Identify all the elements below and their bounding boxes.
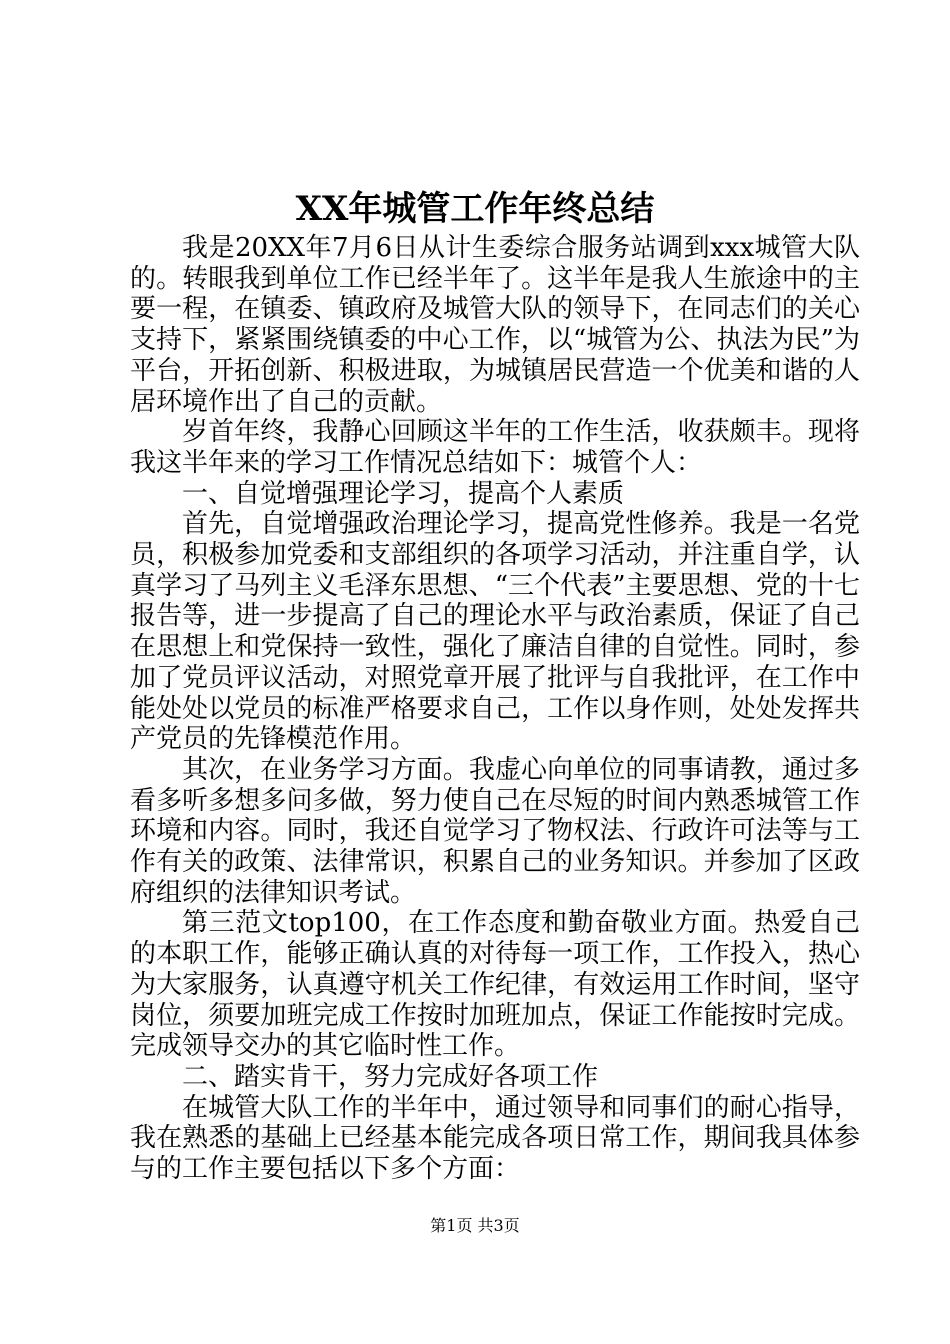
section-heading: 二、踏实肯干，努力完成好各项工作 <box>182 1061 599 1092</box>
paragraph: 岁首年终，我静心回顾这半年的工作生活，收获颇丰。现将我这半年来的学习工作情况总结如下：城管个人： <box>130 417 860 478</box>
paragraph: 其次，在业务学习方面。我虚心向单位的同事请教，通过多看多听多想多问多做，努力使自己在尽短的时间内熟悉城管工作环境和内容。同时，我还自觉学习了物权法、行政许可法等与工作有关的政策、法律常识，积累自己的业务知识。并参加了区政府组织的法律知识考试。 <box>130 754 860 908</box>
section-heading: 一、自觉增强理论学习，提高个人素质 <box>182 478 625 509</box>
paragraph: 我是20XX年7月6日从计生委综合服务站调到xxx城管大队的。转眼我到单位工作已经半年了。这半年是我人生旅途中的主要一程，在镇委、镇政府及城管大队的领导下，在同志们的关心支持下，紧紧围绕镇委的中心工作，以“城管为公、执法为民”为平台，开拓创新、积极进取，为城镇居民营造一个优美和谐的人居环境作出了自己的贡献。 <box>130 233 860 417</box>
paragraph: 首先，自觉增强政治理论学习，提高党性修养。我是一名党员，积极参加党委和支部组织的各项学习活动，并注重自学，认真学习了马列主义毛泽东思想、“三个代表”主要思想、党的十七报告等，进一步提高了自己的理论水平与政治素质，保证了自己在思想上和党保持一致性，强化了廉洁自律的自觉性。同时，参加了党员评议活动，对照党章开展了批评与自我批评，在工作中能处处以党员的标准严格要求自己，工作以身作则，处处发挥共产党员的先锋模范作用。 <box>130 509 860 755</box>
paragraph: 在城管大队工作的半年中，通过领导和同事们的耐心指导，我在熟悉的基础上已经基本能完成各项日常工作，期间我具体参与的工作主要包括以下多个方面： <box>130 1092 860 1185</box>
document-title: XX年城管工作年终总结 <box>295 189 655 229</box>
paragraph: 第三范文top100，在工作态度和勤奋敬业方面。热爱自己的本职工作，能够正确认真的对待每一项工作，工作投入，热心为大家服务，认真遵守机关工作纪律，有效运用工作时间，坚守岗位，须要加班完成工作按时加班加点，保证工作能按时完成。完成领导交办的其它临时性工作。 <box>130 908 860 1062</box>
document-body <box>130 233 860 1185</box>
page-footer: 第1页 共3页 <box>430 1216 520 1235</box>
